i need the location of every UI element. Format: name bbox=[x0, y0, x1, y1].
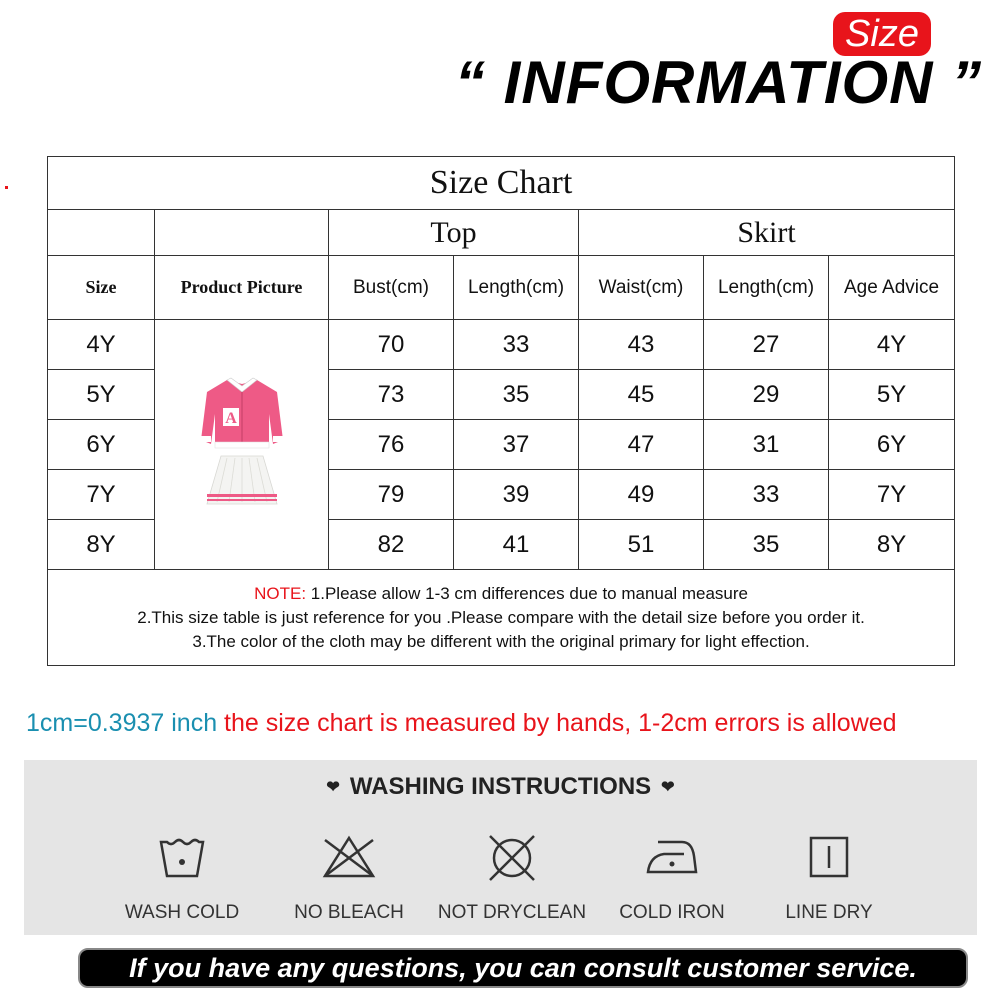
note-line-3: 3.The color of the cloth may be different with the original primary for light effection. bbox=[192, 631, 810, 651]
cell-waist: 47 bbox=[579, 420, 704, 470]
col-header-product-picture: Product Picture bbox=[155, 256, 329, 320]
cell-skirt-length: 35 bbox=[704, 520, 829, 570]
cell-skirt-length: 27 bbox=[704, 320, 829, 370]
col-header-waist: Waist(cm) bbox=[579, 256, 704, 320]
cell-bust: 76 bbox=[329, 420, 454, 470]
cell-top-length: 33 bbox=[454, 320, 579, 370]
cold-iron-label: COLD IRON bbox=[619, 902, 725, 923]
cell-top-length: 41 bbox=[454, 520, 579, 570]
note-line-2: 2.This size table is just reference for you .Please compare with the detail size before you order it. bbox=[137, 607, 865, 627]
no-bleach-icon bbox=[319, 832, 379, 882]
cell-bust: 82 bbox=[329, 520, 454, 570]
cell-size: 6Y bbox=[48, 420, 155, 470]
empty-cell bbox=[48, 210, 155, 256]
size-chart-title: Size Chart bbox=[48, 157, 955, 210]
information-title: “ INFORMATION ” bbox=[455, 49, 983, 116]
cell-skirt-length: 31 bbox=[704, 420, 829, 470]
table-row bbox=[48, 320, 955, 370]
cell-age-advice: 5Y bbox=[829, 370, 955, 420]
cell-age-advice: 4Y bbox=[829, 320, 955, 370]
unit-conversion: 1cm=0.3937 inch bbox=[26, 709, 218, 737]
wash-item-no-bleach bbox=[269, 832, 429, 927]
line-dry-label: LINE DRY bbox=[785, 902, 873, 923]
size-chart-table bbox=[47, 156, 955, 666]
group-top: Top bbox=[329, 210, 579, 256]
cell-top-length: 37 bbox=[454, 420, 579, 470]
cell-size: 5Y bbox=[48, 370, 155, 420]
product-picture bbox=[187, 370, 297, 520]
cell-skirt-length: 29 bbox=[704, 370, 829, 420]
measure-disclaimer: the size chart is measured by hands, 1-2cm errors is allowed bbox=[217, 709, 897, 737]
col-header-age-advice: Age Advice bbox=[829, 256, 955, 320]
size-badge: Size bbox=[833, 12, 931, 56]
wash-item-cold-iron bbox=[592, 832, 752, 927]
conversion-line bbox=[26, 703, 986, 743]
cell-age-advice: 7Y bbox=[829, 470, 955, 520]
cell-size: 4Y bbox=[48, 320, 155, 370]
note-text-1: 1.Please allow 1-3 cm differences due to manual measure bbox=[306, 583, 748, 603]
wash-cold-label: WASH COLD bbox=[124, 902, 240, 923]
cell-skirt-length: 33 bbox=[704, 470, 829, 520]
heart-icon: ❤ bbox=[661, 778, 675, 796]
wash-item-not-dryclean bbox=[432, 832, 592, 927]
line-dry-icon bbox=[804, 832, 854, 882]
cell-size: 8Y bbox=[48, 520, 155, 570]
header bbox=[0, 0, 1000, 140]
washing-instructions-panel bbox=[24, 760, 977, 935]
empty-cell bbox=[155, 210, 329, 256]
cell-waist: 45 bbox=[579, 370, 704, 420]
washing-title: WASHING INSTRUCTIONS bbox=[349, 773, 652, 800]
cell-waist: 49 bbox=[579, 470, 704, 520]
group-skirt: Skirt bbox=[579, 210, 955, 256]
cold-iron-icon bbox=[644, 832, 700, 882]
product-picture-cell bbox=[155, 320, 329, 570]
not-dryclean-label: NOT DRYCLEAN bbox=[437, 902, 587, 923]
customer-service-banner: If you have any questions, you can consult customer service. bbox=[78, 948, 968, 988]
heart-icon: ❤ bbox=[326, 778, 340, 796]
decorative-dot bbox=[5, 186, 8, 189]
col-header-bust: Bust(cm) bbox=[329, 256, 454, 320]
cell-bust: 79 bbox=[329, 470, 454, 520]
cell-bust: 73 bbox=[329, 370, 454, 420]
not-dryclean-icon bbox=[484, 832, 540, 882]
cell-age-advice: 8Y bbox=[829, 520, 955, 570]
svg-text:A: A bbox=[224, 409, 237, 427]
note-label: NOTE: bbox=[254, 583, 307, 603]
cell-waist: 51 bbox=[579, 520, 704, 570]
cell-waist: 43 bbox=[579, 320, 704, 370]
col-header-size: Size bbox=[48, 256, 155, 320]
cell-top-length: 39 bbox=[454, 470, 579, 520]
wash-item-line-dry bbox=[749, 832, 909, 927]
cell-size: 7Y bbox=[48, 470, 155, 520]
col-header-skirt-length: Length(cm) bbox=[704, 256, 829, 320]
washing-title-row bbox=[24, 772, 977, 802]
notes-cell bbox=[48, 570, 955, 666]
cell-age-advice: 6Y bbox=[829, 420, 955, 470]
cell-bust: 70 bbox=[329, 320, 454, 370]
cell-top-length: 35 bbox=[454, 370, 579, 420]
wash-cold-icon bbox=[157, 832, 207, 882]
col-header-top-length: Length(cm) bbox=[454, 256, 579, 320]
wash-item-wash-cold bbox=[102, 832, 262, 927]
no-bleach-label: NO BLEACH bbox=[294, 902, 404, 923]
note-line-1 bbox=[48, 582, 954, 606]
